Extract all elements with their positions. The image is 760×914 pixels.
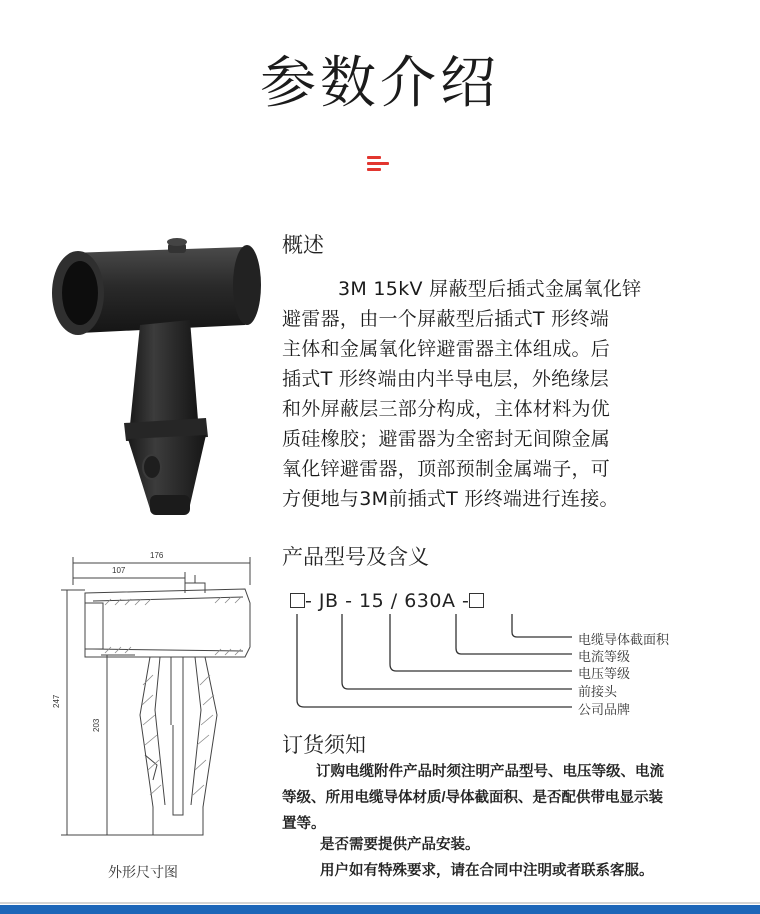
code-current: 630A	[404, 590, 456, 612]
dim-label-176: 176	[150, 551, 164, 560]
overview-line: 主体和金属氧化锌避雷器主体组成。后	[282, 338, 611, 360]
dim-label-203: 203	[92, 718, 101, 732]
overview-line: 方便地与3M前插式T 形终端进行连接。	[282, 488, 619, 510]
order-line: 等级、所用电缆导体材质/导体截面积、是否配供带电显示装	[282, 790, 664, 806]
overview-line: 3M 15kV 屏蔽型后插式金属氧化锌	[338, 278, 642, 300]
dim-label-247: 247	[52, 694, 61, 708]
page-title: 参数介绍	[260, 51, 500, 116]
dim-label-107: 107	[112, 566, 126, 575]
overview-line: 氧化锌避雷器，顶部预制金属端子，可	[282, 458, 611, 480]
code-voltage: 15	[359, 590, 385, 612]
overview-line: 和外屏蔽层三部分构成，主体材料为优	[282, 398, 611, 420]
overview-heading: 概述	[282, 233, 324, 257]
order-heading: 订货须知	[282, 733, 366, 757]
legend-item: 电压等级	[578, 666, 631, 681]
section-box-icon	[469, 593, 484, 608]
overview-paragraph	[282, 274, 702, 514]
overview-line: 避雷器，由一个屏蔽型后插式T 形终端	[282, 308, 610, 330]
legend-item: 电缆导体截面积	[578, 632, 670, 647]
overview-line: 质硅橡胶；避雷器为全密封无间隙金属	[282, 428, 611, 450]
overview-line: 插式T 形终端由内半导电层，外绝缘层	[282, 368, 610, 390]
order-line: 用户如有特殊要求，请在合同中注明或者联系客服。	[320, 863, 654, 879]
legend-item: 公司品牌	[578, 702, 631, 717]
code-jb: JB	[318, 590, 339, 612]
order-line: 是否需要提供产品安装。	[320, 837, 480, 853]
legend-item: 前接头	[578, 684, 618, 699]
footer-divider	[0, 902, 760, 904]
model-code: - JB - 15 / 630A -	[290, 590, 484, 612]
model-heading: 产品型号及含义	[282, 545, 429, 569]
menu-lines-icon	[367, 154, 389, 172]
legend-item: 电流等级	[578, 649, 631, 664]
dimension-drawing	[45, 545, 270, 845]
order-line: 置等。	[282, 816, 326, 832]
order-line: 订购电缆附件产品时须注明产品型号、电压等级、电流	[316, 764, 664, 780]
legend-connector-lines	[290, 612, 580, 722]
drawing-caption: 外形尺寸图	[108, 865, 178, 881]
product-photo	[40, 225, 280, 535]
brand-box-icon	[290, 593, 305, 608]
footer-bar	[0, 905, 760, 914]
